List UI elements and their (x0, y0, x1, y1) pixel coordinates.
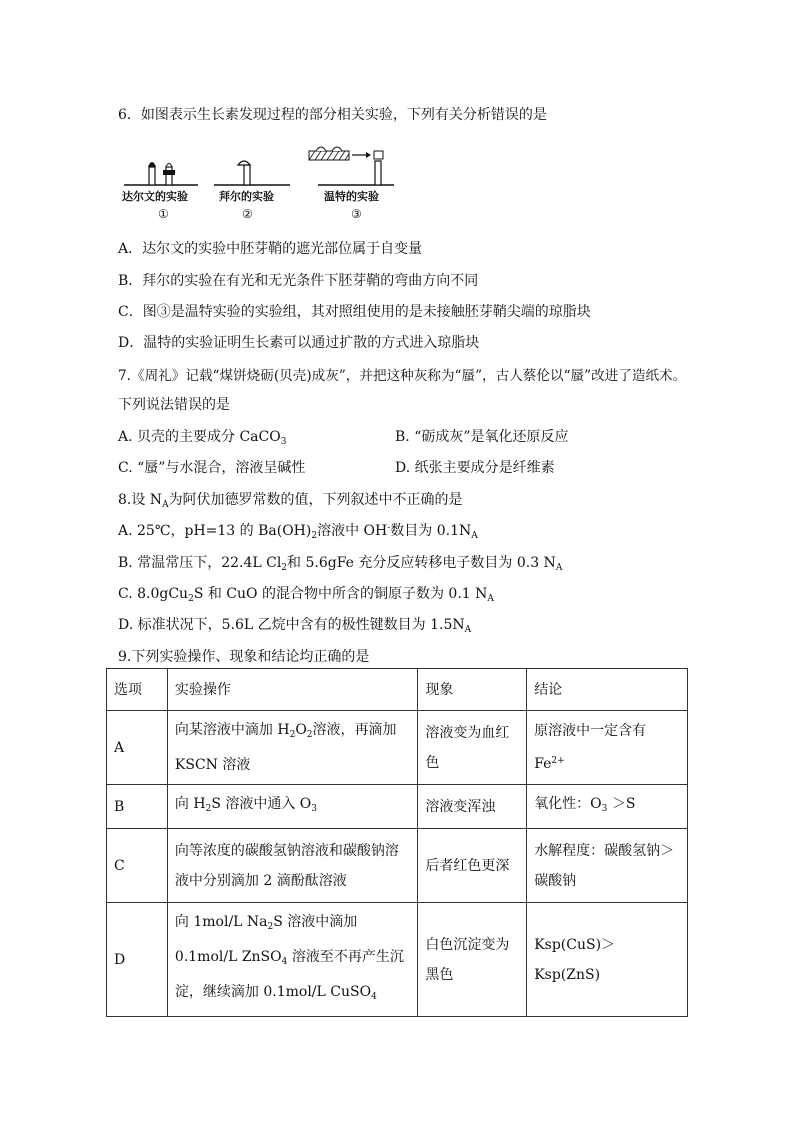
experiment-table (106, 668, 688, 1017)
row-c-operation: 向等浓度的碳酸氢钠溶液和碳酸钠溶液中分别滴加 2 滴酚酞溶液 (167, 829, 418, 903)
row-c-option: C (107, 829, 168, 903)
row-c-conclusion: 水解程度：碳酸氢钠＞碳酸钠 (527, 829, 688, 903)
row-d-phenomenon: 白色沉淀变为黑色 (418, 903, 527, 1017)
q6-option-d: D．温特的实验证明生长素可以通过扩散的方式进入琼脂块 (118, 335, 480, 351)
header-option: 选项 (107, 669, 168, 711)
q8-option-c: C. 8.0gCu$_2$S 和 CuO 的混合物中所含的铜原子数为 0.1 $N_A$ (118, 586, 494, 604)
q9-stem: 9.下列实验操作、现象和结论均正确的是 (118, 649, 370, 665)
row-b-operation: 向 $H_2S$ 溶液中通入 $O_3$ (167, 785, 418, 829)
row-b-phenomenon: 溶液变浑浊 (418, 785, 527, 829)
q7-option-d: D. 纸张主要成分是纤维素 (395, 460, 555, 476)
q7-option-c: C. “蜃”与水混合，溶液呈碱性 (118, 460, 306, 476)
q6-option-b: B．拜尔的实验在有光和无光条件下胚芽鞘的弯曲方向不同 (118, 273, 479, 289)
q6-option-a: A．达尔文的实验中胚芽鞘的遮光部位属于自变量 (118, 241, 423, 257)
q7-stem-line2: 下列说法错误的是 (118, 397, 230, 413)
q7-stem: 7.《周礼》记载“煤饼烧砺(贝壳)成灰”，并把这种灰称为“蜃”，古人蔡伦以“蜃”改进了造纸术。 (118, 368, 687, 384)
q8-option-b: B. 常温常压下，22.4L $Cl_2$和 5.6gFe 充分反应转移电子数目为 0.3 $N_A$ (118, 555, 563, 573)
table-row (107, 903, 688, 1017)
q6-figure (118, 143, 400, 235)
row-a-option: A (107, 711, 168, 785)
row-a-conclusion: 原溶液中一定含有 $Fe^{2+}$ (527, 711, 688, 785)
row-b-option: B (107, 785, 168, 829)
table-row (107, 785, 688, 829)
fig-number-1: ① (158, 207, 169, 221)
fig-label-went: 温特的实验 (324, 190, 379, 203)
table-row (107, 711, 688, 785)
row-d-option: D (107, 903, 168, 1017)
q7-option-a: A. 贝壳的主要成分 CaCO$_3$ (118, 429, 287, 447)
fig-number-3: ③ (351, 207, 362, 221)
q7-option-b: B. “砺成灰”是氧化还原反应 (395, 429, 569, 445)
row-d-conclusion: Ksp(CuS)＞Ksp(ZnS) (527, 903, 688, 1017)
row-b-conclusion: 氧化性：$O_3 >S$ (527, 785, 688, 829)
q8-option-a: A. 25℃，pH=13 的 $Ba(OH)_2$溶液中 OH-数目为 $0.1N_A$ (118, 523, 478, 541)
row-a-operation: 向某溶液中滴加 $H_2O_2$溶液，再滴加 KSCN 溶液 (167, 711, 418, 785)
fig-number-2: ② (242, 207, 253, 221)
row-c-phenomenon: 后者红色更深 (418, 829, 527, 903)
table-row (107, 829, 688, 903)
header-operation: 实验操作 (167, 669, 418, 711)
row-a-phenomenon: 溶液变为血红色 (418, 711, 527, 785)
header-phenomenon: 现象 (418, 669, 527, 711)
q6-option-c: C．图③是温特实验的实验组，其对照组使用的是未接触胚芽鞘尖端的琼脂块 (118, 304, 591, 320)
header-conclusion: 结论 (527, 669, 688, 711)
q8-stem: 8.设 $N_A$为阿伏加德罗常数的值，下列叙述中不正确的是 (118, 492, 463, 510)
table-header-row (107, 669, 688, 711)
fig-label-bayer: 拜尔的实验 (219, 190, 274, 203)
q6-stem: 6．如图表示生长素发现过程的部分相关实验，下列有关分析错误的是 (118, 107, 547, 123)
fig-label-darwin: 达尔文的实验 (122, 190, 188, 203)
row-d-operation: 向 1mol/L $Na_2S$ 溶液中滴加 0.1mol/L ZnSO$_4$ 溶液至不再产生沉淀，继续滴加 0.1mol/L CuSO$_4$ (167, 903, 418, 1017)
q8-option-d: D. 标准状况下，5.6L 乙烷中含有的极性键数目为 $1.5N_A$ (118, 617, 472, 635)
